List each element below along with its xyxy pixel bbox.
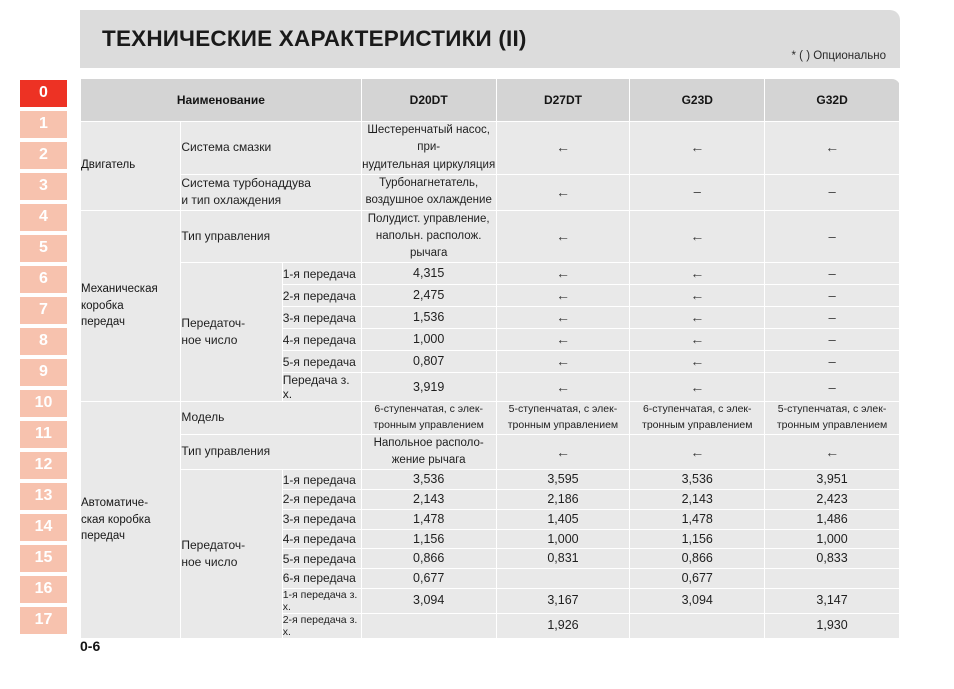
cell-g32d-mt-gear-3: –	[765, 307, 900, 329]
table-row	[81, 174, 900, 210]
cell-d20dt-mt-gear-1: 4,315	[361, 263, 496, 285]
specifications-table	[80, 78, 900, 639]
side-index-tab-10[interactable]: 10	[20, 390, 67, 417]
row-label-mt-gear-reverse: Передача з. х.	[282, 373, 361, 402]
cell-line-2: жение рычага	[391, 454, 466, 467]
cell-d20dt-at-reverse-2	[361, 613, 496, 638]
cell-d27dt-at-reverse-2: 1,926	[496, 613, 630, 638]
cell-line-1: Напольное располо-	[373, 436, 484, 449]
side-index-tab-1[interactable]: 1	[20, 111, 67, 138]
cell-d27dt-turbo: ←	[496, 174, 630, 210]
side-index-tab-5[interactable]: 5	[20, 235, 67, 262]
cell-d27dt-lubrication: ←	[496, 122, 630, 175]
cell-g32d-at-gear-1: 3,951	[765, 470, 900, 490]
cell-line-1: Турбонагнетатель,	[379, 176, 479, 189]
cell-d27dt-at-control: ←	[496, 434, 630, 470]
side-index-tab-0[interactable]: 0	[20, 80, 67, 107]
cell-d20dt-at-gear-3: 1,478	[361, 509, 496, 529]
cell-g32d-at-control: ←	[765, 434, 900, 470]
group-label-line-3: передач	[81, 530, 126, 543]
cell-g23d-at-gear-3: 1,478	[630, 509, 765, 529]
cell-d27dt-mt-gear-reverse: ←	[496, 373, 630, 402]
cell-d27dt-at-gear-1: 3,595	[496, 470, 630, 490]
group-label-line-2: ская коробка	[81, 513, 151, 526]
side-index-tab-17[interactable]: 17	[20, 607, 67, 634]
cell-g32d-at-reverse-1: 3,147	[765, 588, 900, 613]
cell-g23d-at-gear-1: 3,536	[630, 470, 765, 490]
cell-g32d-at-gear-5: 0,833	[765, 549, 900, 569]
cell-g23d-mt-gear-4: ←	[630, 329, 765, 351]
group-label-manual-transmission	[81, 210, 181, 402]
cell-d20dt-mt-gear-3: 1,536	[361, 307, 496, 329]
cell-line-1: 6-ступенчатая, с элек-	[642, 403, 752, 416]
side-index-tab-11[interactable]: 11	[20, 421, 67, 448]
cell-line-1: Шестеренчатый насос, при-	[367, 124, 490, 154]
cell-g23d-at-gear-2: 2,143	[630, 490, 765, 510]
row-label-mt-gear-4: 4-я передача	[282, 329, 361, 351]
row-label-mt-gear-ratio	[181, 263, 282, 402]
column-header-g32d: G32D	[765, 79, 900, 122]
cell-d20dt-lubrication	[361, 122, 496, 175]
cell-g23d-at-reverse-2	[630, 613, 765, 638]
cell-d20dt-mt-gear-reverse: 3,919	[361, 373, 496, 402]
cell-g32d-at-gear-4: 1,000	[765, 529, 900, 549]
optional-footnote: * ( ) Опционально	[791, 50, 886, 62]
cell-line-1: 6-ступенчатая, с элек-	[374, 403, 483, 416]
row-label-at-reverse-2: 2-я передача з. х.	[282, 613, 361, 638]
cell-g32d-turbo: –	[765, 174, 900, 210]
cell-g23d-mt-gear-2: ←	[630, 285, 765, 307]
cell-g23d-turbo: –	[630, 174, 765, 210]
table-row	[81, 470, 900, 490]
table-body	[81, 122, 900, 639]
cell-d20dt-mt-control	[361, 210, 496, 263]
table-row	[81, 122, 900, 175]
table-header-row	[81, 79, 900, 122]
cell-d27dt-at-reverse-1: 3,167	[496, 588, 630, 613]
side-index-tab-9[interactable]: 9	[20, 359, 67, 386]
cell-d27dt-at-gear-5: 0,831	[496, 549, 630, 569]
cell-d20dt-mt-gear-2: 2,475	[361, 285, 496, 307]
cell-g32d-mt-gear-1: –	[765, 263, 900, 285]
cell-d27dt-at-gear-2: 2,186	[496, 490, 630, 510]
table-header	[81, 79, 900, 122]
side-index-tab-15[interactable]: 15	[20, 545, 67, 572]
group-label-line-1: Автоматиче-	[81, 497, 149, 510]
cell-g32d-at-gear-3: 1,486	[765, 509, 900, 529]
label-line-1: Передаточ-	[181, 537, 246, 552]
cell-g32d-at-gear-6	[765, 569, 900, 589]
cell-d20dt-at-gear-5: 0,866	[361, 549, 496, 569]
table-row	[81, 402, 900, 435]
label-line-2: ное число	[181, 555, 238, 570]
row-label-at-gear-3: 3-я передача	[282, 509, 361, 529]
group-label-line-1: Механическая	[81, 282, 158, 295]
side-index-tab-2[interactable]: 2	[20, 142, 67, 169]
cell-line-1: 5-ступенчатая, с элек-	[508, 403, 618, 416]
row-label-mt-gear-1: 1-я передача	[282, 263, 361, 285]
side-index-tabs	[20, 80, 67, 638]
table-row	[81, 210, 900, 263]
row-label-at-gear-6: 6-я передача	[282, 569, 361, 589]
cell-g32d-mt-gear-2: –	[765, 285, 900, 307]
side-index-tab-12[interactable]: 12	[20, 452, 67, 479]
column-header-g23d: G23D	[630, 79, 765, 122]
cell-d27dt-at-gear-3: 1,405	[496, 509, 630, 529]
row-label-at-gear-ratio	[181, 470, 282, 639]
side-index-tab-13[interactable]: 13	[20, 483, 67, 510]
cell-d27dt-mt-gear-4: ←	[496, 329, 630, 351]
row-label-mt-gear-3: 3-я передача	[282, 307, 361, 329]
side-index-tab-6[interactable]: 6	[20, 266, 67, 293]
cell-line-1: 5-ступенчатая, с элек-	[777, 403, 887, 416]
cell-g23d-mt-gear-1: ←	[630, 263, 765, 285]
title-banner	[80, 10, 900, 68]
cell-g32d-mt-control: –	[765, 210, 900, 263]
cell-d27dt-at-model	[496, 402, 630, 435]
page-title: ТЕХНИЧЕСКИЕ ХАРАКТЕРИСТИКИ (II)	[102, 26, 527, 51]
cell-g32d-mt-gear-5: –	[765, 351, 900, 373]
cell-g23d-mt-gear-reverse: ←	[630, 373, 765, 402]
side-index-tab-8[interactable]: 8	[20, 328, 67, 355]
label-line-2: и тип охлаждения	[181, 193, 282, 208]
label-line-1: Передаточ-	[181, 315, 246, 330]
cell-line-2: тронным управлением	[507, 419, 619, 432]
cell-g23d-at-gear-5: 0,866	[630, 549, 765, 569]
cell-d27dt-mt-gear-2: ←	[496, 285, 630, 307]
side-index-tab-14[interactable]: 14	[20, 514, 67, 541]
row-label-lubrication-system: Система смазки	[181, 122, 361, 175]
column-header-d20dt: D20DT	[361, 79, 496, 122]
row-label-mt-gear-5: 5-я передача	[282, 351, 361, 373]
cell-g32d-mt-gear-reverse: –	[765, 373, 900, 402]
row-label-mt-gear-2: 2-я передача	[282, 285, 361, 307]
cell-d27dt-mt-gear-5: ←	[496, 351, 630, 373]
cell-g32d-mt-gear-4: –	[765, 329, 900, 351]
cell-g23d-mt-control: ←	[630, 210, 765, 263]
cell-d20dt-at-reverse-1: 3,094	[361, 588, 496, 613]
row-label-at-gear-1: 1-я передача	[282, 470, 361, 490]
cell-d27dt-mt-control: ←	[496, 210, 630, 263]
cell-d20dt-at-gear-4: 1,156	[361, 529, 496, 549]
cell-line-2: тронным управлением	[776, 419, 888, 432]
cell-line-2: нудительная циркуляция	[362, 158, 496, 171]
cell-g23d-at-model	[630, 402, 765, 435]
cell-g23d-at-control: ←	[630, 434, 765, 470]
group-label-automatic-transmission	[81, 402, 181, 639]
cell-g32d-at-model	[765, 402, 900, 435]
page-folio: 0-6	[80, 638, 101, 654]
group-label-engine: Двигатель	[81, 122, 181, 211]
cell-g23d-at-gear-4: 1,156	[630, 529, 765, 549]
cell-d27dt-mt-gear-1: ←	[496, 263, 630, 285]
row-label-at-control-type: Тип управления	[181, 434, 361, 470]
cell-d20dt-turbo	[361, 174, 496, 210]
cell-d20dt-at-control	[361, 434, 496, 470]
cell-d20dt-at-gear-6: 0,677	[361, 569, 496, 589]
row-label-at-gear-2: 2-я передача	[282, 490, 361, 510]
cell-d27dt-at-gear-6	[496, 569, 630, 589]
side-index-tab-7[interactable]: 7	[20, 297, 67, 324]
group-label-line-2: коробка	[81, 299, 124, 312]
cell-line-2: воздушное охлаждение	[365, 194, 492, 207]
cell-d27dt-mt-gear-3: ←	[496, 307, 630, 329]
group-label-line-3: передач	[81, 316, 126, 329]
cell-g32d-lubrication: ←	[765, 122, 900, 175]
table-row	[81, 434, 900, 470]
cell-line-1: Полудист. управление,	[367, 212, 490, 225]
cell-g32d-at-reverse-2: 1,930	[765, 613, 900, 638]
cell-d20dt-mt-gear-5: 0,807	[361, 351, 496, 373]
cell-g23d-mt-gear-5: ←	[630, 351, 765, 373]
label-line-1: Система турбонаддува	[181, 175, 311, 190]
row-label-at-model: Модель	[181, 402, 361, 435]
row-label-turbo-cooling	[181, 174, 361, 210]
cell-g32d-at-gear-2: 2,423	[765, 490, 900, 510]
cell-g23d-at-gear-6: 0,677	[630, 569, 765, 589]
table-row	[81, 263, 900, 285]
cell-g23d-at-reverse-1: 3,094	[630, 588, 765, 613]
cell-line-2: тронным управлением	[373, 419, 484, 432]
cell-d20dt-at-model	[361, 402, 496, 435]
column-header-d27dt: D27DT	[496, 79, 630, 122]
cell-line-2: тронным управлением	[642, 419, 753, 432]
cell-d27dt-at-gear-4: 1,000	[496, 529, 630, 549]
cell-line-2: напольн. располож. рычага	[375, 229, 482, 260]
column-header-name: Наименование	[81, 79, 362, 122]
side-index-tab-3[interactable]: 3	[20, 173, 67, 200]
cell-g23d-mt-gear-3: ←	[630, 307, 765, 329]
cell-d20dt-at-gear-1: 3,536	[361, 470, 496, 490]
cell-d20dt-mt-gear-4: 1,000	[361, 329, 496, 351]
cell-d20dt-at-gear-2: 2,143	[361, 490, 496, 510]
row-label-at-gear-5: 5-я передача	[282, 549, 361, 569]
row-label-at-gear-4: 4-я передача	[282, 529, 361, 549]
cell-g23d-lubrication: ←	[630, 122, 765, 175]
side-index-tab-4[interactable]: 4	[20, 204, 67, 231]
side-index-tab-16[interactable]: 16	[20, 576, 67, 603]
label-line-2: ное число	[181, 333, 238, 348]
row-label-mt-control-type: Тип управления	[181, 210, 361, 263]
row-label-at-reverse-1: 1-я передача з. х.	[282, 588, 361, 613]
